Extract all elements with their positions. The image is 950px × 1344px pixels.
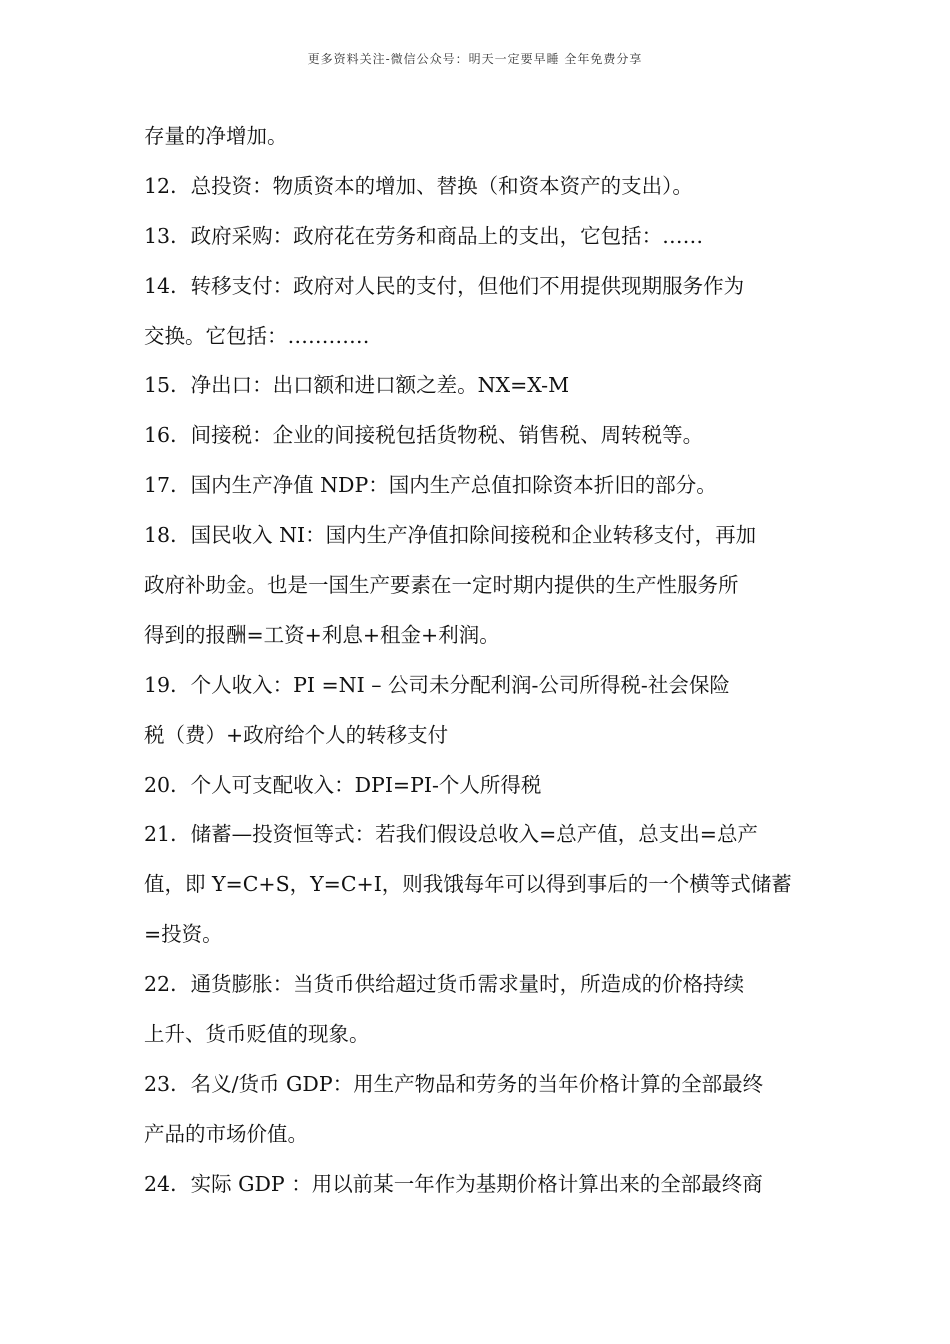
text-line: 得到的报酬=工资+利息+租金+利润。 [144,622,500,647]
text-line: 上升、货币贬值的现象。 [144,1022,370,1047]
text-line: 16．间接税：企业的间接税包括货物税、销售税、周转税等。 [144,423,704,448]
text-line: 15．净出口：出口额和进口额之差。NX=X-M [144,373,570,398]
text-line: 税（费）+政府给个人的转移支付 [144,722,449,747]
text-line: 17．国内生产净值 NDP：国内生产总值扣除资本折旧的部分。 [144,473,717,498]
text-line: =投资。 [144,922,223,947]
text-line: 19．个人收入：PI =NI – 公司未分配利润-公司所得税-社会保险 [144,672,730,697]
text-line: 22．通货膨胀：当货币供给超过货币需求量时，所造成的价格持续 [144,972,745,997]
text-line: 存量的净增加。 [144,124,288,148]
text-line: 13．政府采购：政府花在劳务和商品上的支出，它包括：…… [144,223,704,248]
text-line: 20．个人可支配收入：DPI=PI-个人所得税 [144,772,542,797]
text-line: 产品的市场价值。 [144,1121,308,1146]
text-line: 12．总投资：物质资本的增加、替换（和资本资产的支出）。 [144,173,693,198]
text-line: 18．国民收入 NI：国内生产净值扣除间接税和企业转移支付，再加 [144,523,757,548]
text-line: 24．实际 GDP ：用以前某一年作为基期价格计算出来的全部最终商 [144,1171,763,1196]
text-line: 政府补助金。也是一国生产要素在一定时期内提供的生产性服务所 [144,573,739,598]
text-line: 21．储蓄—投资恒等式：若我们假设总收入=总产值，总支出=总产 [144,822,758,847]
text-line: 23．名义/货币 GDP：用生产物品和劳务的当年价格计算的全部最终 [144,1071,764,1096]
document-body [144,112,816,1210]
text-line: 14．转移支付：政府对人民的支付，但他们不用提供现期服务作为 [144,273,745,298]
page-header: 更多资料关注-微信公众号：明天一定要早睡 全年免费分享 [307,52,643,66]
text-line: 值，即 Y=C+S，Y=C+I，则我饿每年可以得到事后的一个横等式储蓄 [144,872,792,897]
text-line: 交换。它包括：………… [144,323,370,348]
